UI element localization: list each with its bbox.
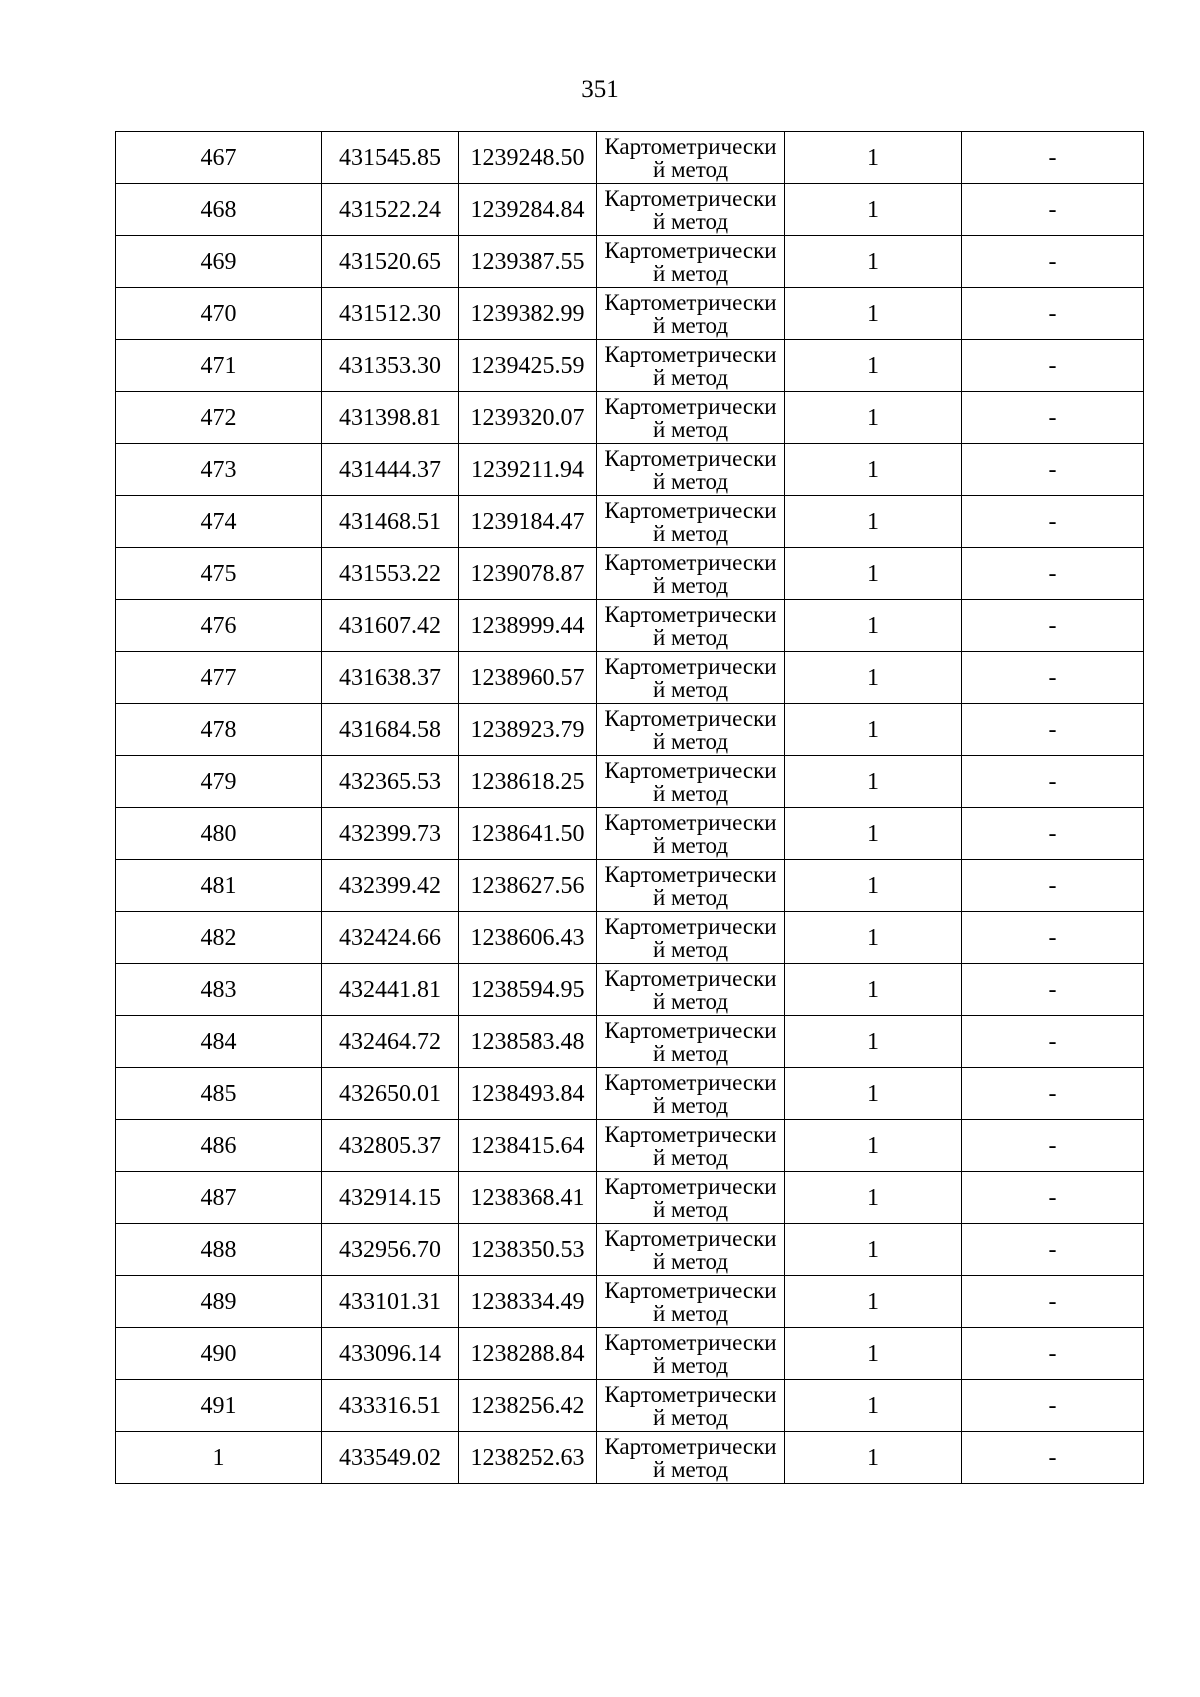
point-number-cell: 471: [116, 340, 322, 392]
table-row: [116, 236, 1144, 288]
accuracy-cell: 1: [785, 496, 962, 548]
table-row: [116, 1432, 1144, 1484]
accuracy-cell: 1: [785, 1380, 962, 1432]
accuracy-cell: 1: [785, 1328, 962, 1380]
table-row: [116, 1224, 1144, 1276]
y-coordinate-cell: 1239284.84: [459, 184, 597, 236]
table-row: [116, 652, 1144, 704]
method-cell: Картометрически й метод: [597, 1068, 785, 1120]
table-row: [116, 392, 1144, 444]
note-cell: -: [962, 1224, 1144, 1276]
accuracy-cell: 1: [785, 288, 962, 340]
x-coordinate-cell: 431522.24: [322, 184, 459, 236]
note-cell: -: [962, 704, 1144, 756]
method-cell: Картометрически й метод: [597, 1016, 785, 1068]
point-number-cell: 488: [116, 1224, 322, 1276]
point-number-cell: 485: [116, 1068, 322, 1120]
accuracy-cell: 1: [785, 1276, 962, 1328]
point-number-cell: 490: [116, 1328, 322, 1380]
method-cell: Картометрически й метод: [597, 132, 785, 184]
y-coordinate-cell: 1239078.87: [459, 548, 597, 600]
note-cell: -: [962, 236, 1144, 288]
accuracy-cell: 1: [785, 704, 962, 756]
method-cell: Картометрически й метод: [597, 1380, 785, 1432]
table-row: [116, 496, 1144, 548]
table-row: [116, 756, 1144, 808]
accuracy-cell: 1: [785, 236, 962, 288]
method-cell: Картометрически й метод: [597, 1172, 785, 1224]
method-cell: Картометрически й метод: [597, 1276, 785, 1328]
table-row: [116, 1276, 1144, 1328]
method-cell: Картометрически й метод: [597, 1328, 785, 1380]
note-cell: -: [962, 444, 1144, 496]
y-coordinate-cell: 1238334.49: [459, 1276, 597, 1328]
method-cell: Картометрически й метод: [597, 1432, 785, 1484]
note-cell: -: [962, 1328, 1144, 1380]
x-coordinate-cell: 432650.01: [322, 1068, 459, 1120]
method-cell: Картометрически й метод: [597, 184, 785, 236]
note-cell: -: [962, 600, 1144, 652]
point-number-cell: 487: [116, 1172, 322, 1224]
table-row: [116, 1120, 1144, 1172]
method-cell: Картометрически й метод: [597, 964, 785, 1016]
table-row: [116, 1328, 1144, 1380]
y-coordinate-cell: 1239320.07: [459, 392, 597, 444]
point-number-cell: 472: [116, 392, 322, 444]
x-coordinate-cell: 431398.81: [322, 392, 459, 444]
x-coordinate-cell: 431444.37: [322, 444, 459, 496]
note-cell: -: [962, 1276, 1144, 1328]
page-number: 351: [581, 76, 619, 103]
point-number-cell: 468: [116, 184, 322, 236]
y-coordinate-cell: 1238923.79: [459, 704, 597, 756]
y-coordinate-cell: 1238641.50: [459, 808, 597, 860]
y-coordinate-cell: 1239387.55: [459, 236, 597, 288]
method-cell: Картометрически й метод: [597, 1224, 785, 1276]
point-number-cell: 470: [116, 288, 322, 340]
x-coordinate-cell: 431468.51: [322, 496, 459, 548]
y-coordinate-cell: 1238415.64: [459, 1120, 597, 1172]
y-coordinate-cell: 1238606.43: [459, 912, 597, 964]
accuracy-cell: 1: [785, 444, 962, 496]
note-cell: -: [962, 184, 1144, 236]
method-cell: Картометрически й метод: [597, 1120, 785, 1172]
point-number-cell: 473: [116, 444, 322, 496]
accuracy-cell: 1: [785, 1068, 962, 1120]
point-number-cell: 484: [116, 1016, 322, 1068]
y-coordinate-cell: 1238627.56: [459, 860, 597, 912]
method-cell: Картометрически й метод: [597, 912, 785, 964]
accuracy-cell: 1: [785, 964, 962, 1016]
point-number-cell: 467: [116, 132, 322, 184]
x-coordinate-cell: 431512.30: [322, 288, 459, 340]
y-coordinate-cell: 1238493.84: [459, 1068, 597, 1120]
note-cell: -: [962, 340, 1144, 392]
table-row: [116, 1172, 1144, 1224]
method-cell: Картометрически й метод: [597, 704, 785, 756]
table-row: [116, 1380, 1144, 1432]
x-coordinate-cell: 432464.72: [322, 1016, 459, 1068]
note-cell: -: [962, 1172, 1144, 1224]
accuracy-cell: 1: [785, 1224, 962, 1276]
table-row: [116, 600, 1144, 652]
note-cell: -: [962, 288, 1144, 340]
accuracy-cell: 1: [785, 340, 962, 392]
method-cell: Картометрически й метод: [597, 548, 785, 600]
x-coordinate-cell: 431638.37: [322, 652, 459, 704]
table-row: [116, 548, 1144, 600]
y-coordinate-cell: 1238256.42: [459, 1380, 597, 1432]
x-coordinate-cell: 432365.53: [322, 756, 459, 808]
method-cell: Картометрически й метод: [597, 496, 785, 548]
x-coordinate-cell: 433316.51: [322, 1380, 459, 1432]
accuracy-cell: 1: [785, 808, 962, 860]
method-cell: Картометрически й метод: [597, 340, 785, 392]
accuracy-cell: 1: [785, 1120, 962, 1172]
x-coordinate-cell: 433549.02: [322, 1432, 459, 1484]
method-cell: Картометрически й метод: [597, 236, 785, 288]
table-row: [116, 912, 1144, 964]
method-cell: Картометрически й метод: [597, 808, 785, 860]
x-coordinate-cell: 431684.58: [322, 704, 459, 756]
accuracy-cell: 1: [785, 652, 962, 704]
y-coordinate-cell: 1239184.47: [459, 496, 597, 548]
method-cell: Картометрически й метод: [597, 652, 785, 704]
point-number-cell: 483: [116, 964, 322, 1016]
x-coordinate-cell: 432805.37: [322, 1120, 459, 1172]
method-cell: Картометрически й метод: [597, 444, 785, 496]
accuracy-cell: 1: [785, 132, 962, 184]
accuracy-cell: 1: [785, 912, 962, 964]
y-coordinate-cell: 1239211.94: [459, 444, 597, 496]
y-coordinate-cell: 1238288.84: [459, 1328, 597, 1380]
y-coordinate-cell: 1238350.53: [459, 1224, 597, 1276]
x-coordinate-cell: 431520.65: [322, 236, 459, 288]
table-row: [116, 132, 1144, 184]
point-number-cell: 476: [116, 600, 322, 652]
table-row: [116, 184, 1144, 236]
point-number-cell: 480: [116, 808, 322, 860]
y-coordinate-cell: 1238583.48: [459, 1016, 597, 1068]
note-cell: -: [962, 1016, 1144, 1068]
note-cell: -: [962, 392, 1144, 444]
y-coordinate-cell: 1238618.25: [459, 756, 597, 808]
point-number-cell: 474: [116, 496, 322, 548]
table-row: [116, 340, 1144, 392]
y-coordinate-cell: 1239382.99: [459, 288, 597, 340]
accuracy-cell: 1: [785, 756, 962, 808]
note-cell: -: [962, 548, 1144, 600]
note-cell: -: [962, 756, 1144, 808]
accuracy-cell: 1: [785, 1172, 962, 1224]
point-number-cell: 481: [116, 860, 322, 912]
note-cell: -: [962, 1432, 1144, 1484]
accuracy-cell: 1: [785, 392, 962, 444]
table-row: [116, 288, 1144, 340]
y-coordinate-cell: 1238960.57: [459, 652, 597, 704]
method-cell: Картометрически й метод: [597, 288, 785, 340]
point-number-cell: 478: [116, 704, 322, 756]
accuracy-cell: 1: [785, 860, 962, 912]
y-coordinate-cell: 1238594.95: [459, 964, 597, 1016]
x-coordinate-cell: 433096.14: [322, 1328, 459, 1380]
table-row: [116, 1068, 1144, 1120]
coordinates-table: [115, 131, 1144, 1484]
note-cell: -: [962, 808, 1144, 860]
accuracy-cell: 1: [785, 600, 962, 652]
note-cell: -: [962, 1380, 1144, 1432]
coordinates-table-body: [116, 132, 1144, 1484]
point-number-cell: 1: [116, 1432, 322, 1484]
x-coordinate-cell: 432914.15: [322, 1172, 459, 1224]
y-coordinate-cell: 1238999.44: [459, 600, 597, 652]
note-cell: -: [962, 652, 1144, 704]
note-cell: -: [962, 860, 1144, 912]
table-row: [116, 860, 1144, 912]
point-number-cell: 482: [116, 912, 322, 964]
point-number-cell: 479: [116, 756, 322, 808]
x-coordinate-cell: 432399.42: [322, 860, 459, 912]
note-cell: -: [962, 964, 1144, 1016]
point-number-cell: 469: [116, 236, 322, 288]
x-coordinate-cell: 432399.73: [322, 808, 459, 860]
y-coordinate-cell: 1239425.59: [459, 340, 597, 392]
point-number-cell: 477: [116, 652, 322, 704]
note-cell: -: [962, 912, 1144, 964]
y-coordinate-cell: 1238252.63: [459, 1432, 597, 1484]
point-number-cell: 486: [116, 1120, 322, 1172]
x-coordinate-cell: 432441.81: [322, 964, 459, 1016]
method-cell: Картометрически й метод: [597, 756, 785, 808]
y-coordinate-cell: 1239248.50: [459, 132, 597, 184]
point-number-cell: 491: [116, 1380, 322, 1432]
method-cell: Картометрически й метод: [597, 600, 785, 652]
table-row: [116, 808, 1144, 860]
note-cell: -: [962, 132, 1144, 184]
point-number-cell: 475: [116, 548, 322, 600]
method-cell: Картометрически й метод: [597, 392, 785, 444]
accuracy-cell: 1: [785, 184, 962, 236]
table-row: [116, 704, 1144, 756]
note-cell: -: [962, 1120, 1144, 1172]
note-cell: -: [962, 1068, 1144, 1120]
x-coordinate-cell: 431353.30: [322, 340, 459, 392]
accuracy-cell: 1: [785, 548, 962, 600]
table-row: [116, 964, 1144, 1016]
x-coordinate-cell: 433101.31: [322, 1276, 459, 1328]
x-coordinate-cell: 432424.66: [322, 912, 459, 964]
x-coordinate-cell: 431553.22: [322, 548, 459, 600]
table-row: [116, 444, 1144, 496]
accuracy-cell: 1: [785, 1016, 962, 1068]
accuracy-cell: 1: [785, 1432, 962, 1484]
x-coordinate-cell: 432956.70: [322, 1224, 459, 1276]
y-coordinate-cell: 1238368.41: [459, 1172, 597, 1224]
point-number-cell: 489: [116, 1276, 322, 1328]
note-cell: -: [962, 496, 1144, 548]
x-coordinate-cell: 431607.42: [322, 600, 459, 652]
method-cell: Картометрически й метод: [597, 860, 785, 912]
x-coordinate-cell: 431545.85: [322, 132, 459, 184]
table-row: [116, 1016, 1144, 1068]
